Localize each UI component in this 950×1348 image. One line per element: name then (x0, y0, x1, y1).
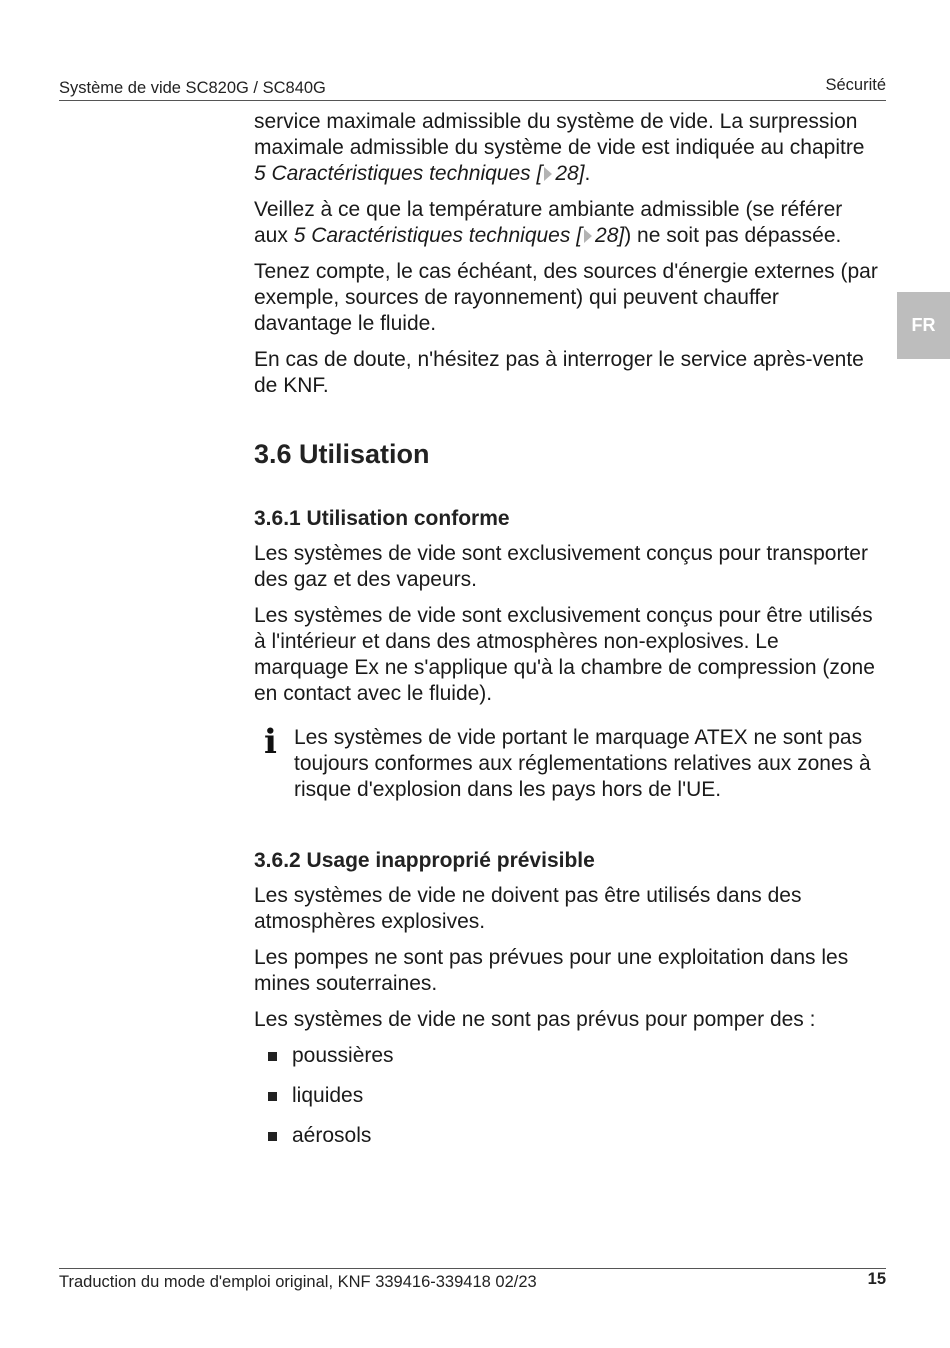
footer-text: Traduction du mode d'emploi original, KNF 339416-339418 02/23 (59, 1273, 537, 1291)
cross-reference[interactable] (294, 224, 625, 247)
header-section: Sécurité (825, 76, 886, 94)
square-bullet-icon (268, 1092, 277, 1101)
square-bullet-icon (268, 1132, 277, 1141)
subsection-heading: 3.6.2 Usage inapproprié prévisible (254, 849, 595, 872)
paragraph: Les systèmes de vide sont exclusivement conçus pour être utilisés à l'intérieur et dans des atmosphères non-explosives. Le marquage Ex ne s'applique qu'à la chambre de compression (zone en contact avec le fluide). (254, 604, 875, 705)
paragraph: Tenez compte, le cas échéant, des sources d'énergie externes (par exemple, sources de rayonnement) qui peuvent chauffer davantage le fluide. (254, 260, 878, 335)
language-tab: FR (897, 292, 950, 359)
page-header (59, 74, 886, 101)
page-reference-arrow-icon (584, 229, 592, 243)
paragraph: Les systèmes de vide ne doivent pas être utilisés dans des atmosphères explosives. (254, 884, 802, 933)
info-text: Les systèmes de vide portant le marquage ATEX ne sont pas toujours conformes aux réglementations relatives aux zones à risque d'explosion dans les pays hors de l'UE. (294, 726, 871, 801)
subsection-heading: 3.6.1 Utilisation conforme (254, 507, 510, 530)
paragraph: Les systèmes de vide sont exclusivement conçus pour transporter des gaz et des vapeurs. (254, 542, 868, 591)
list-item-text: aérosols (292, 1124, 372, 1147)
cross-reference-page: 28] (595, 224, 625, 247)
cross-reference-text: 5 Caractéristiques techniques [ (254, 162, 543, 185)
list-item (254, 1043, 879, 1069)
page-content (254, 109, 879, 1163)
cross-reference-text: 5 Caractéristiques techniques [ (293, 224, 583, 247)
page-reference-arrow-icon (544, 167, 552, 181)
paragraph-text: . (584, 162, 591, 185)
list-item-text: poussières (292, 1044, 394, 1067)
paragraph-text: ) ne soit pas dépassée. (624, 224, 842, 247)
page-number: 15 (867, 1270, 886, 1288)
paragraph-text: Veillez à ce que la température ambiante admissible (se référer aux (254, 198, 843, 247)
cross-reference-page: 28] (555, 162, 585, 185)
section-heading: 3.6 Utilisation (254, 439, 430, 469)
paragraph: Les systèmes de vide ne sont pas prévus pour pomper des : (254, 1008, 816, 1031)
paragraph-text: service maximale admissible du système de vide. La surpression maximale admissible du système de vide est indiquée au chapitre (254, 110, 865, 159)
list-item-text: liquides (292, 1084, 364, 1107)
list-item (254, 1083, 879, 1109)
bullet-list (254, 1043, 879, 1149)
square-bullet-icon (268, 1052, 277, 1061)
info-note (254, 722, 879, 803)
cross-reference[interactable] (254, 162, 585, 185)
paragraph: Les pompes ne sont pas prévues pour une exploitation dans les mines souterraines. (254, 946, 849, 995)
paragraph: En cas de doute, n'hésitez pas à interroger le service après-vente de KNF. (254, 348, 864, 397)
header-doc-title: Système de vide SC820G / SC840G (59, 79, 326, 97)
list-item (254, 1123, 879, 1149)
paragraph (254, 197, 879, 249)
info-icon: i (264, 722, 277, 762)
page-footer (59, 1268, 886, 1295)
paragraph (254, 109, 879, 187)
